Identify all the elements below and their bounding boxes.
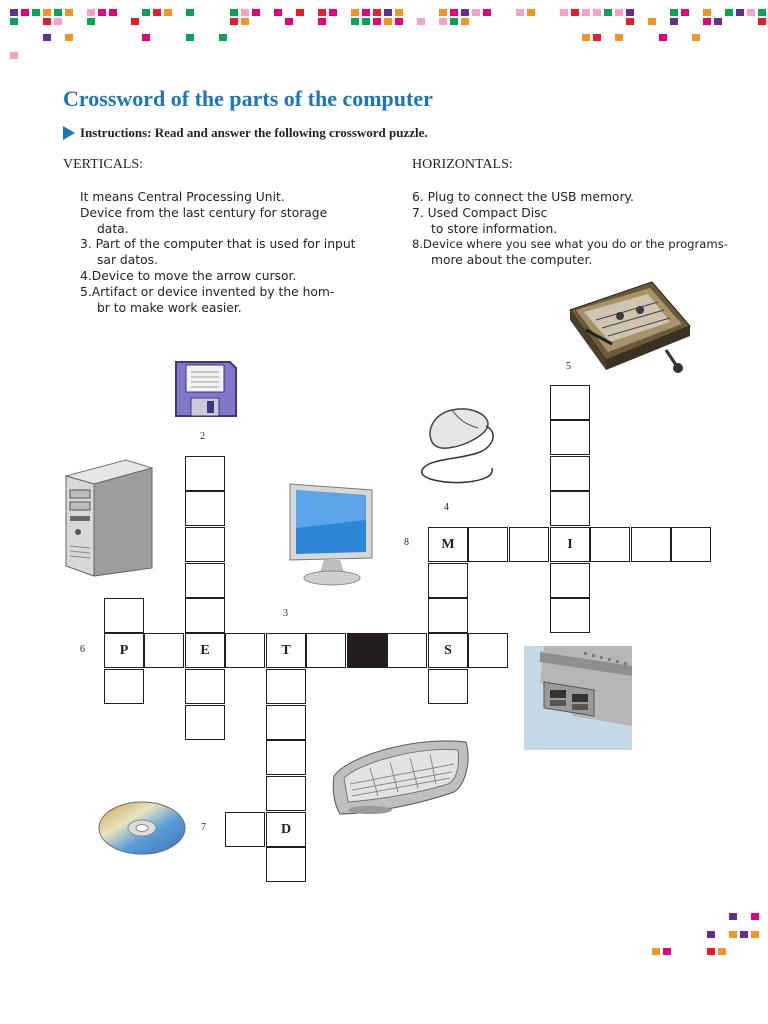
confetti-square (659, 34, 667, 41)
grid-cell[interactable] (225, 812, 265, 847)
confetti-square (692, 34, 700, 41)
vertical-clue-5: 5.Artifact or device invented by the hom- (80, 285, 335, 299)
grid-cell-letter[interactable]: S (428, 633, 468, 668)
confetti-square (461, 9, 469, 16)
grid-cell[interactable] (387, 633, 427, 668)
grid-cell[interactable] (185, 563, 225, 598)
confetti-square (10, 52, 18, 59)
grid-cell[interactable] (104, 598, 144, 633)
confetti-square (703, 18, 711, 25)
clue-number-4: 4 (444, 502, 449, 513)
confetti-square (230, 18, 238, 25)
grid-cell[interactable] (428, 598, 468, 633)
confetti-square (241, 9, 249, 16)
confetti-square (450, 18, 458, 25)
grid-cell[interactable] (550, 598, 590, 633)
confetti-square (54, 9, 62, 16)
confetti-square (10, 9, 18, 16)
confetti-square (516, 9, 524, 16)
horizontal-clue-6: 6. Plug to connect the USB memory. (412, 190, 634, 204)
grid-cell-letter[interactable]: E (185, 633, 225, 668)
confetti-square (373, 9, 381, 16)
grid-cell[interactable] (671, 527, 711, 562)
confetti-square (703, 9, 711, 16)
grid-cell[interactable] (185, 456, 225, 491)
confetti-square (351, 9, 359, 16)
mechanical-calculator-icon (566, 280, 694, 380)
confetti-square (626, 18, 634, 25)
grid-cell[interactable] (550, 456, 590, 491)
confetti-square (230, 9, 238, 16)
confetti-square (582, 9, 590, 16)
confetti-square (219, 34, 227, 41)
confetti-square (758, 9, 766, 16)
grid-cell[interactable] (185, 669, 225, 704)
confetti-square (296, 9, 304, 16)
horizontal-clue-8-cont: more about the computer. (431, 253, 593, 267)
confetti-square (252, 9, 260, 16)
horizontal-clue-8: 8.Device where you see what you do or the programs- (412, 237, 728, 251)
confetti-square (615, 9, 623, 16)
grid-cell[interactable] (185, 527, 225, 562)
confetti-square (571, 9, 579, 16)
keyboard-icon (330, 734, 472, 816)
grid-cell[interactable] (266, 740, 306, 775)
confetti-square (707, 931, 715, 938)
clue-number-3: 3 (283, 608, 288, 619)
grid-cell[interactable] (104, 669, 144, 704)
confetti-square (560, 9, 568, 16)
confetti-square (54, 18, 62, 25)
grid-cell[interactable] (468, 527, 508, 562)
monitor-icon (286, 480, 378, 588)
compact-disc-icon (98, 800, 188, 856)
grid-cell[interactable] (266, 705, 306, 740)
confetti-square (670, 9, 678, 16)
mouse-icon (408, 402, 504, 490)
confetti-square (707, 948, 715, 955)
confetti-square (373, 18, 381, 25)
clue-number-6: 6 (80, 644, 85, 655)
horizontal-clue-7: 7. Used Compact Disc (412, 206, 548, 220)
grid-cell[interactable] (185, 598, 225, 633)
confetti-square (98, 9, 106, 16)
grid-cell-letter[interactable]: P (104, 633, 144, 668)
confetti-square (626, 9, 634, 16)
grid-cell[interactable] (185, 705, 225, 740)
confetti-square (10, 18, 18, 25)
confetti-square (593, 34, 601, 41)
confetti-square (329, 9, 337, 16)
confetti-square (362, 18, 370, 25)
confetti-square (747, 9, 755, 16)
confetti-square (461, 18, 469, 25)
grid-cell[interactable] (144, 633, 184, 668)
vertical-clue-2-cont: data. (97, 222, 129, 236)
page-title: Crossword of the parts of the computer (63, 86, 433, 111)
confetti-square (186, 9, 194, 16)
horizontals-heading: HORIZONTALS: (412, 157, 513, 172)
confetti-square (681, 9, 689, 16)
grid-cell-letter[interactable]: D (266, 812, 306, 847)
vertical-clue-1: It means Central Processing Unit. (80, 190, 285, 204)
confetti-square (384, 18, 392, 25)
grid-cell[interactable] (550, 491, 590, 526)
confetti-square (43, 18, 51, 25)
confetti-square (43, 9, 51, 16)
confetti-square (164, 9, 172, 16)
confetti-square (318, 18, 326, 25)
confetti-square (43, 34, 51, 41)
grid-cell-letter[interactable]: I (550, 527, 590, 562)
grid-cell[interactable] (590, 527, 630, 562)
grid-cell[interactable] (509, 527, 549, 562)
confetti-square (21, 9, 29, 16)
confetti-square (318, 9, 326, 16)
confetti-square (714, 18, 722, 25)
grid-cell[interactable] (468, 633, 508, 668)
confetti-square (663, 948, 671, 955)
confetti-square (740, 931, 748, 938)
confetti-square (351, 18, 359, 25)
grid-cell-blocked (347, 633, 387, 668)
confetti-square (142, 9, 150, 16)
usb-port-icon (524, 646, 632, 750)
grid-cell[interactable] (266, 776, 306, 811)
confetti-square (384, 9, 392, 16)
grid-cell[interactable] (550, 385, 590, 420)
confetti-square (450, 9, 458, 16)
confetti-square (718, 948, 726, 955)
vertical-clue-2: Device from the last century for storage (80, 206, 328, 220)
grid-cell[interactable] (306, 633, 346, 668)
clue-number-7: 7 (201, 822, 206, 833)
grid-cell-letter[interactable]: M (428, 527, 468, 562)
confetti-square (725, 9, 733, 16)
vertical-clue-3: 3. Part of the computer that is used for input (80, 237, 356, 251)
vertical-clue-3-cont: sar datos. (97, 253, 158, 267)
grid-cell[interactable] (266, 669, 306, 704)
grid-cell[interactable] (185, 491, 225, 526)
confetti-square (395, 18, 403, 25)
confetti-square (274, 9, 282, 16)
verticals-heading: VERTICALS: (63, 157, 144, 172)
confetti-square (439, 9, 447, 16)
confetti-square (87, 18, 95, 25)
confetti-square (153, 9, 161, 16)
confetti-square (648, 18, 656, 25)
confetti-square (472, 9, 480, 16)
grid-cell-letter[interactable]: T (266, 633, 306, 668)
confetti-square (362, 9, 370, 16)
confetti-square (439, 18, 447, 25)
grid-cell[interactable] (225, 633, 265, 668)
confetti-square (65, 34, 73, 41)
confetti-square (729, 913, 737, 920)
grid-cell[interactable] (428, 563, 468, 598)
confetti-square (593, 9, 601, 16)
confetti-square (527, 9, 535, 16)
confetti-square (395, 9, 403, 16)
confetti-square (65, 9, 73, 16)
clue-number-5: 5 (566, 361, 571, 372)
confetti-square (483, 9, 491, 16)
grid-cell[interactable] (428, 669, 468, 704)
confetti-square (109, 9, 117, 16)
confetti-square (736, 9, 744, 16)
play-arrow-icon (63, 126, 75, 140)
confetti-square (729, 931, 737, 938)
grid-cell[interactable] (550, 563, 590, 598)
vertical-clue-5-cont: br to make work easier. (97, 301, 242, 315)
floppy-disk-icon (174, 360, 238, 418)
horizontal-clue-7-cont: to store information. (431, 222, 558, 236)
confetti-square (417, 18, 425, 25)
clue-number-8: 8 (404, 537, 409, 548)
confetti-square (87, 9, 95, 16)
confetti-square (131, 18, 139, 25)
confetti-square (186, 34, 194, 41)
confetti-square (670, 18, 678, 25)
instructions-text: Instructions: Read and answer the following crossword puzzle. (80, 125, 428, 140)
confetti-square (241, 18, 249, 25)
grid-cell[interactable] (266, 847, 306, 882)
confetti-square (285, 18, 293, 25)
confetti-square (758, 18, 766, 25)
computer-tower-icon (60, 458, 156, 578)
grid-cell[interactable] (631, 527, 671, 562)
grid-cell[interactable] (550, 420, 590, 455)
confetti-square (582, 34, 590, 41)
clue-number-2: 2 (200, 431, 205, 442)
confetti-square (751, 913, 759, 920)
confetti-square (615, 34, 623, 41)
confetti-square (32, 9, 40, 16)
confetti-square (751, 931, 759, 938)
confetti-square (604, 9, 612, 16)
confetti-square (142, 34, 150, 41)
vertical-clue-4: 4.Device to move the arrow cursor. (80, 269, 297, 283)
confetti-square (652, 948, 660, 955)
